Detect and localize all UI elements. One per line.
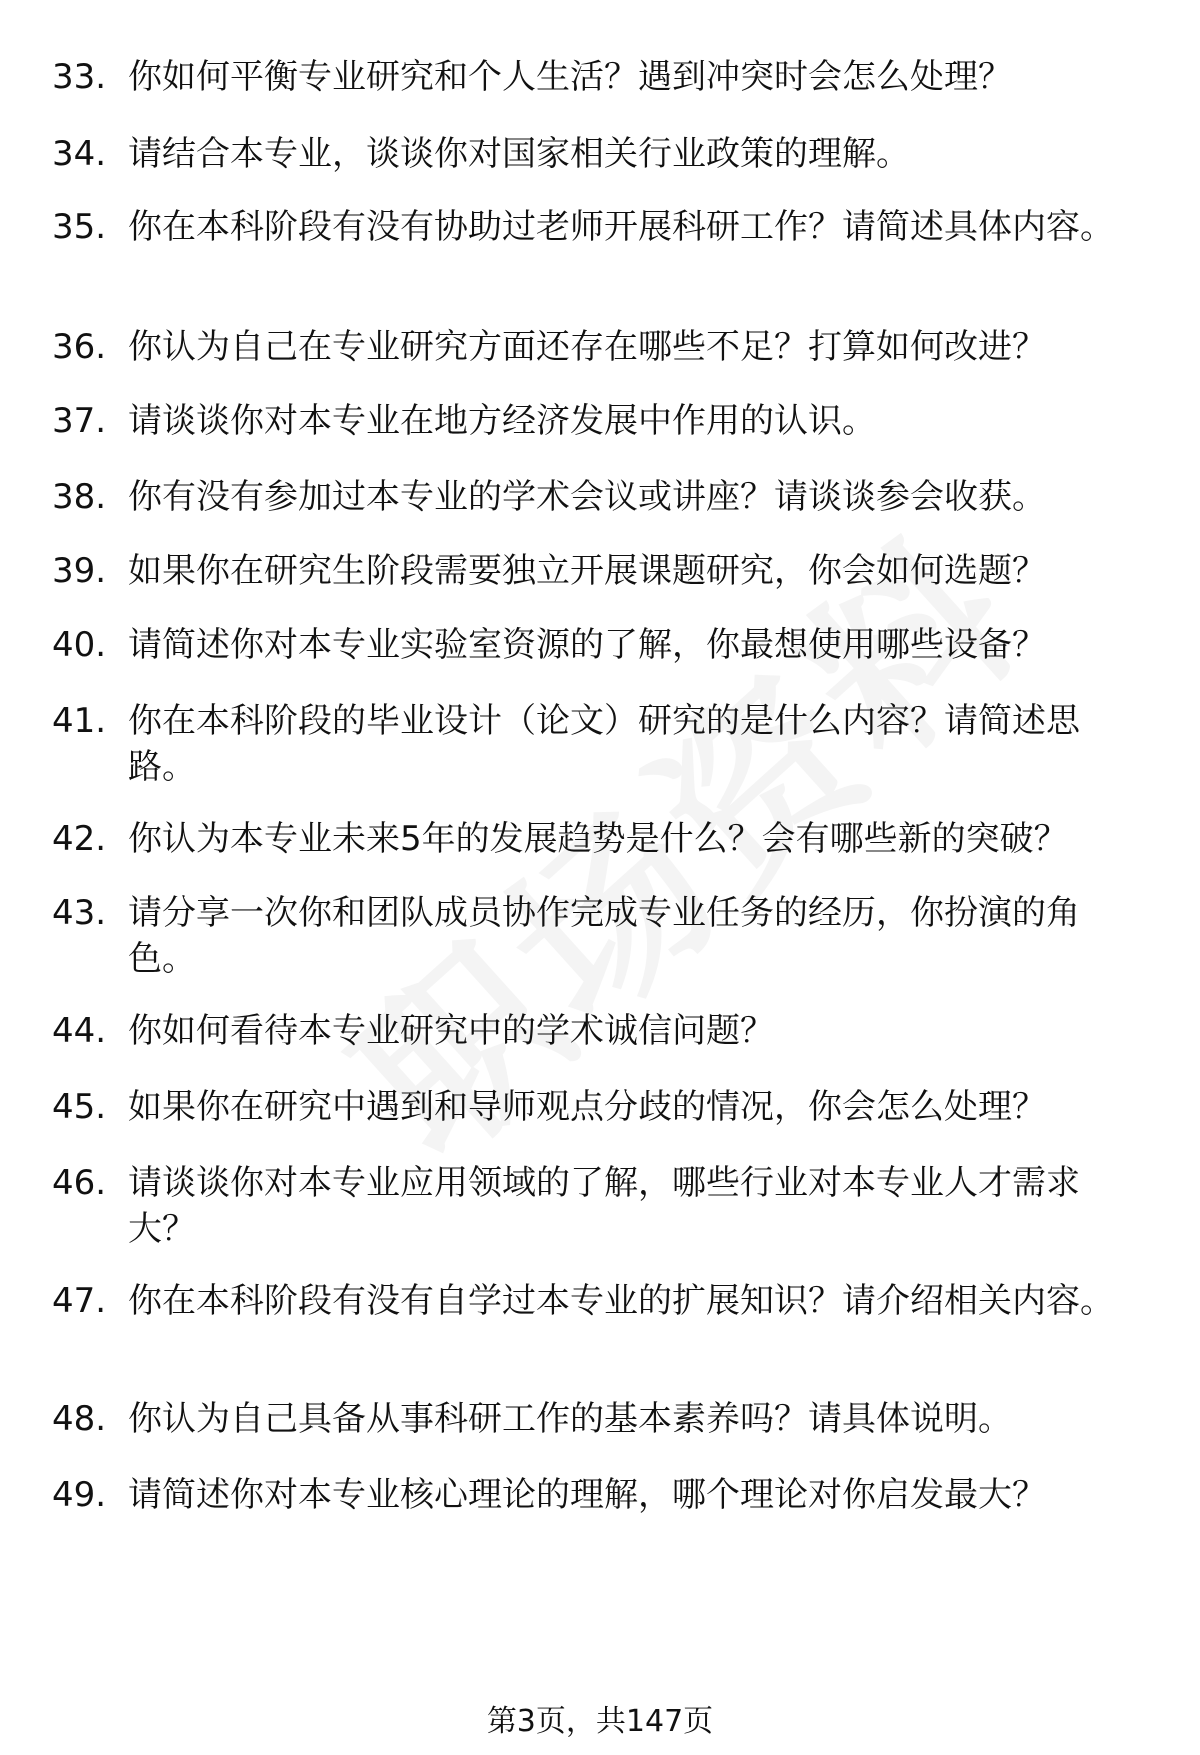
question-number: 38. — [52, 477, 107, 517]
question-text: 你在本科阶段有没有协助过老师开展科研工作？请简述具体内容。 — [128, 207, 1114, 247]
question-number: 42. — [52, 819, 107, 859]
question-number: 41. — [52, 701, 107, 741]
question-number: 46. — [52, 1163, 107, 1203]
question-text: 你认为自己具备从事科研工作的基本素养吗？请具体说明。 — [128, 1399, 1012, 1439]
question-number: 37. — [52, 401, 107, 441]
question-number: 39. — [52, 551, 107, 591]
question-text: 请谈谈你对本专业在地方经济发展中作用的认识。 — [128, 401, 876, 441]
question-text: 你在本科阶段的毕业设计（论文）研究的是什么内容？请简述思路。 — [128, 701, 1080, 787]
question-text: 你在本科阶段有没有自学过本专业的扩展知识？请介绍相关内容。 — [128, 1281, 1114, 1321]
question-number: 45. — [52, 1087, 107, 1127]
question-number: 40. — [52, 625, 107, 665]
question-text: 请简述你对本专业核心理论的理解，哪个理论对你启发最大？ — [128, 1475, 1046, 1515]
question-text: 请结合本专业，谈谈你对国家相关行业政策的理解。 — [128, 134, 910, 174]
question-text: 你如何平衡专业研究和个人生活？遇到冲突时会怎么处理？ — [128, 57, 1012, 97]
question-text: 请谈谈你对本专业应用领域的了解，哪些行业对本专业人才需求大？ — [128, 1163, 1080, 1249]
question-number: 36. — [52, 327, 107, 367]
page-footer: 第3页，共147页 — [486, 1704, 714, 1739]
question-number: 43. — [52, 893, 107, 933]
question-text: 你认为本专业未来5年的发展趋势是什么？会有哪些新的突破？ — [128, 819, 1068, 859]
question-text: 请简述你对本专业实验室资源的了解，你最想使用哪些设备？ — [128, 625, 1046, 665]
question-text: 如果你在研究中遇到和导师观点分歧的情况，你会怎么处理？ — [128, 1087, 1046, 1127]
question-number: 35. — [52, 207, 107, 247]
question-text: 你有没有参加过本专业的学术会议或讲座？请谈谈参会收获。 — [128, 477, 1046, 517]
question-number: 34. — [52, 134, 107, 174]
question-number: 49. — [52, 1475, 107, 1515]
question-text: 如果你在研究生阶段需要独立开展课题研究，你会如何选题？ — [128, 551, 1046, 591]
question-number: 48. — [52, 1399, 107, 1439]
question-number: 33. — [52, 57, 107, 97]
question-number: 44. — [52, 1011, 107, 1051]
question-text: 你认为自己在专业研究方面还存在哪些不足？打算如何改进？ — [128, 327, 1046, 367]
question-text: 你如何看待本专业研究中的学术诚信问题？ — [128, 1011, 774, 1051]
question-text: 请分享一次你和团队成员协作完成专业任务的经历，你扮演的角色。 — [128, 893, 1080, 979]
question-number: 47. — [52, 1281, 107, 1321]
